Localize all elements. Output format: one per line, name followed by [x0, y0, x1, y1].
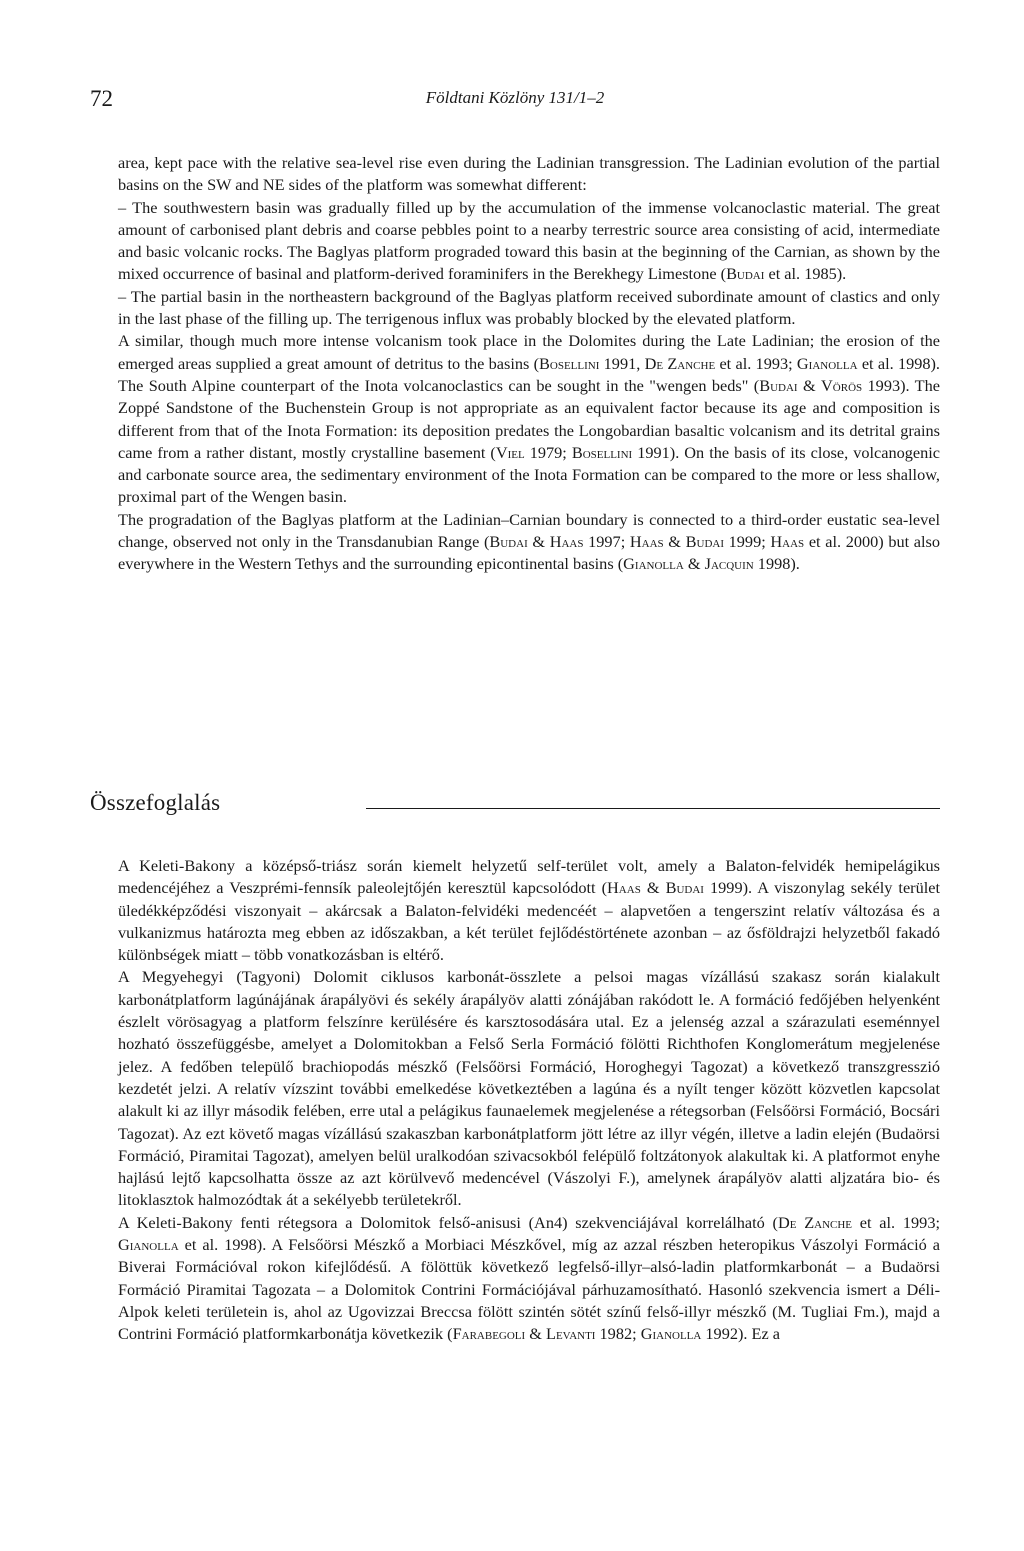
english-text-block [118, 152, 940, 576]
journal-title: Földtani Közlöny 131/1–2 [425, 88, 605, 107]
paragraph: – The partial basin in the northeastern background of the Baglyas platform received subordinate amount of clastics and only in the last phase of the filling up. The terrigenous influx was probably blocked by the elevated platform. [118, 286, 940, 329]
paragraph: A Keleti-Bakony a középső-triász során kiemelt helyzetű self-terület volt, amely a Balaton-felvidék hemipelágikus medencéjéhez a Veszprémi-fennsík paleolejtőjén keresztül kapcsolódott (Haas & Budai 1999). A viszonylag sekély terület üledékképződési viszonyait – akárcsak a Balaton-felvidéki medencéét – alapvetően a tengerszint relatív változása és a vulkanizmus határozta meg ebben az időszakban, a két terület fejlődéstörténete azonban – az ősföldrajzi helyzetből fakadó különbségek miatt – több vonatkozásban is eltérő. [118, 856, 941, 965]
paragraph: The progradation of the Baglyas platform at the Ladinian–Carnian boundary is connected to a third-order eustatic sea-level change, observed not only in the Transdanubian Range (Budai & Haas 1997; Haas & Budai 1999; Haas et al. 2000) but also everywhere in the Western Tethys and the surrounding epicontinental basins (Gianolla & Jacquin 1998). [118, 509, 941, 574]
hungarian-summary-block [118, 855, 940, 1346]
section-heading [90, 790, 940, 830]
paragraph: A Megyehegyi (Tagyoni) Dolomit ciklusos karbonát-összlete a pelsoi magas vízállású szakasz során kialakult karbonátplatform lagúnájának árapályövi és sekély árapályöv alatti zónájában rakódott le. A formáció fedőjében helyenként észlelt vörösagyag a platform felszínre kerülésére és karsztosodására utal. Ez a jelenség azzal a szárazulati eseménnyel hozható összefüggésbe, amelyet a Dolomitokban a Felső Serla Formáció fölötti Richthofen Konglomerátum megjelenése jelez. A fedőben települő brachiopodás mészkő (Felsőörsi Formáció, Horoghegyi Tagozat) a következő transzgresszió kezdetét jelzi. A relatív vízszint további emelkedése következtében a lagúna és a nyílt tenger között közvetlen kapcsolat alakult ki az illyr második felében, erre utal a pelágikus faunaelemek megjelenése a rétegsorban (Felsőörsi Formáció, Bocsári Tagozat). Az ezt követő magas vízállású szakaszban karbonátplatform jött létre az illyr végén, illetve a ladin elején (Budaörsi Formáció, Piramitai Tagozat), amelyen belül uralkodóan szivacsokból felépülő foltzátonyok alakultak ki. A platformot enyhe hajlású lejtő kapcsolhatta össze az azt körülvevő medencével (Vászolyi F.), amelynek árapályöv alatti aljzatára bio- és litoklasztok halmozódtak át a sekélyebb területekről. [118, 967, 940, 1210]
paragraph: A similar, though much more intense volcanism took place in the Dolomites during the Late Ladinian; the erosion of the emerged areas supplied a great amount of detritus to the basins (Bosellini 1991, De Zanche et al. 1993; Gianolla et al. 1998). The South Alpine counterpart of the Inota volcanoclastics can be sought in the "wengen beds" (Budai & Vörös 1993). The Zoppé Sandstone of the Buchenstein Group is not appropriate as an equivalent factor because its age and composition is different from that of the Inota Formation: its deposition predates the Longobardian basaltic volcanism and its detrital grains came from a rather distant, mostly crystalline basement (Viel 1979; Bosellini 1991). On the basis of its close, volcanogenic and carbonate source area, the sedimentary environment of the Inota Formation can be compared to the more or less shallow, proximal part of the Wengen basin. [118, 331, 941, 507]
paragraph: A Keleti-Bakony fenti rétegsora a Dolomitok felső-anisusi (An4) szekvenciájával korrelálható (De Zanche et al. 1993; Gianolla et al. 1998). A Felsőörsi Mészkő a Morbiaci Mészkővel, míg az azzal részben heteropikus Vászolyi Formáció a Biverai Formációval rokon kifejlődésű. A fölöttük következő legfelső-illyr–alsó-ladin platformkarbonát – a Budaörsi Formáció Piramitai Tagozata – a Dolomitok Contrini Formációjával párhuzamosítható. Hasonló szekvencia ismert a Déli-Alpok keleti területein is, ahol az Ugovizzai Breccsa fölött szintén sötét színű felső-illyr mészkő (M. Tugliai Fm.), majd a Contrini Formáció platformkarbonátja következik (Farabegoli & Levanti 1982; Gianolla 1992). Ez a [118, 1212, 940, 1344]
section-title: Összefoglalás [90, 790, 221, 815]
paragraph: area, kept pace with the relative sea-level rise even during the Ladinian transgression. The Ladinian evolution of the partial basins on the SW and NE sides of the platform was somewhat different: [118, 153, 940, 195]
heading-rule [366, 808, 940, 809]
page-number: 72 [90, 86, 113, 111]
running-header [90, 86, 940, 116]
paragraph: – The southwestern basin was gradually filled up by the accumulation of the immense volcanoclastic material. The great amount of carbonised plant debris and coarse pebbles point to a nearby terrestric source area consisting of acid, intermediate and basic volcanic rocks. The Baglyas platform prograded toward this basin at the beginning of the Carnian, as shown by the mixed occurrence of basinal and platform-derived foraminifers in the Berekhegy Limestone (Budai et al. 1985). [118, 197, 940, 284]
